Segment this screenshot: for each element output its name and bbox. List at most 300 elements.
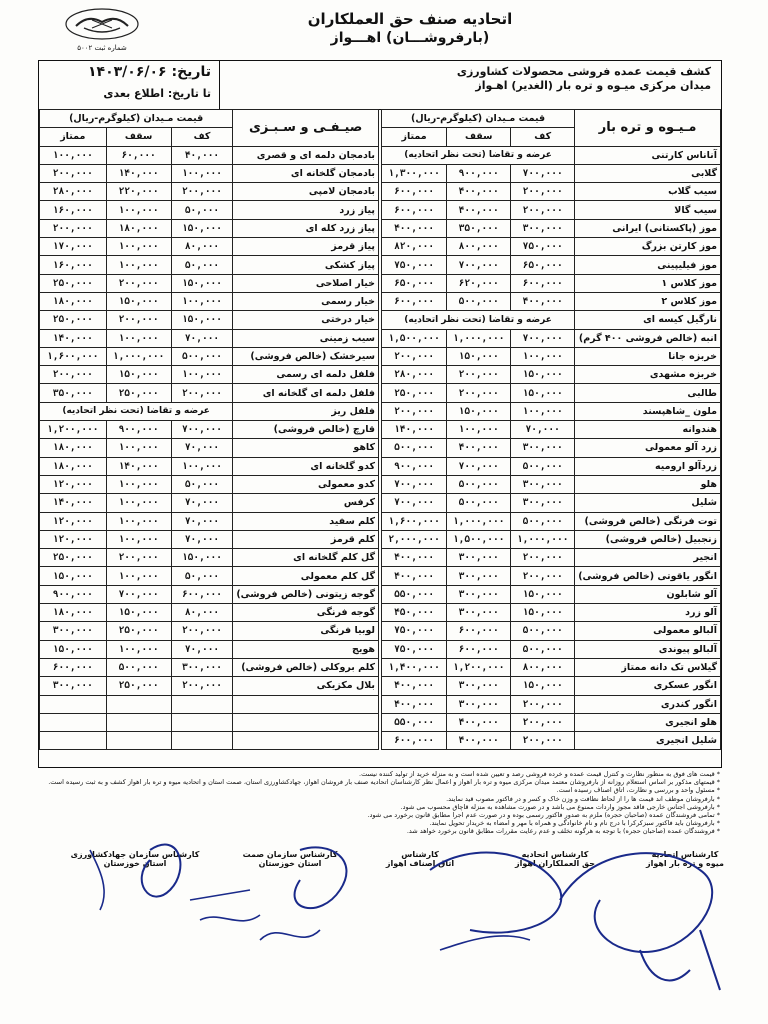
item-name (233, 732, 379, 750)
price-premium: ۷۵۰,۰۰۰ (382, 622, 447, 640)
item-name: قارچ (خالص فروشی) (233, 421, 379, 439)
item-name: بلال مکزیکی (233, 677, 379, 695)
price-floor: ۳۰۰,۰۰۰ (511, 439, 575, 457)
item-name: زرد آلو معمولی (575, 439, 721, 457)
price-premium: ۱۸۰,۰۰۰ (40, 439, 107, 457)
fruit-price-table (381, 109, 721, 750)
price-premium: ۷۰۰,۰۰۰ (382, 494, 447, 512)
price-premium: ۱۶۰,۰۰۰ (40, 201, 107, 219)
price-floor: ۷۵۰,۰۰۰ (511, 238, 575, 256)
price-premium: ۸۲۰,۰۰۰ (382, 238, 447, 256)
item-name: پیاز زرد کله ای (233, 219, 379, 237)
item-name: گل کلم معمولی (233, 567, 379, 585)
item-name: انبه (خالص فروشی ۴۰۰ گرم) (575, 329, 721, 347)
veg-row (40, 311, 379, 329)
item-name: آلبالو معمولی (575, 622, 721, 640)
price-floor: ۷۰۰,۰۰۰ (171, 421, 233, 439)
price-ceiling: ۱۰۰,۰۰۰ (106, 238, 171, 256)
date-box (39, 61, 220, 109)
price-premium: ۱۴۰,۰۰۰ (40, 494, 107, 512)
date-until: تا تاریخ: اطلاع بعدی (103, 87, 211, 100)
item-name: هویج (233, 640, 379, 658)
price-premium: ۵۵۰,۰۰۰ (382, 585, 447, 603)
price-premium: ۶۰۰,۰۰۰ (40, 658, 107, 676)
fruit-row (382, 183, 721, 201)
fruit-row (382, 219, 721, 237)
veg-row (40, 732, 379, 750)
price-floor: ۷۰,۰۰۰ (171, 512, 233, 530)
sheet-subheader (39, 61, 721, 110)
price-ceiling: ۱۰۰,۰۰۰ (106, 475, 171, 493)
price-premium: ۱۰۰,۰۰۰ (40, 146, 107, 164)
fruit-row (382, 512, 721, 530)
price-ceiling: ۱,۲۰۰,۰۰۰ (447, 658, 511, 676)
price-floor: ۵۰۰,۰۰۰ (511, 622, 575, 640)
fruit-row (382, 146, 721, 164)
signature-title: کارشناس (401, 850, 439, 859)
vegetable-price-table (39, 109, 379, 750)
item-name: لوبیا فرنگی (233, 622, 379, 640)
price-premium: ۷۰۰,۰۰۰ (382, 475, 447, 493)
veg-row (40, 384, 379, 402)
veg-row (40, 567, 379, 585)
price-ceiling: ۲۰۰,۰۰۰ (447, 384, 511, 402)
item-name: انگور عسکری (575, 677, 721, 695)
veg-row (40, 585, 379, 603)
veg-row (40, 146, 379, 164)
price-ceiling: ۷۰۰,۰۰۰ (447, 457, 511, 475)
fruit-row (382, 604, 721, 622)
price-premium: ۱,۵۰۰,۰۰۰ (382, 329, 447, 347)
price-premium: ۱,۲۰۰,۰۰۰ (40, 421, 107, 439)
price-floor: ۱۰۰,۰۰۰ (171, 366, 233, 384)
price-ceiling: ۳۵۰,۰۰۰ (447, 219, 511, 237)
price-ceiling: ۶۰,۰۰۰ (106, 146, 171, 164)
price-premium (40, 713, 107, 731)
item-name: ملون _شاهپسند (575, 402, 721, 420)
price-ceiling: ۲۵۰,۰۰۰ (106, 677, 171, 695)
price-floor: ۵۰,۰۰۰ (171, 201, 233, 219)
price-premium: ۲۵۰,۰۰۰ (40, 274, 107, 292)
item-name: کلم قرمز (233, 530, 379, 548)
veg-row (40, 183, 379, 201)
price-premium: ۵۵۰,۰۰۰ (382, 713, 447, 731)
item-name: زردآلو ارومیه (575, 457, 721, 475)
item-name: طالبی (575, 384, 721, 402)
price-ceiling: ۷۰۰,۰۰۰ (106, 585, 171, 603)
price-ceiling: ۷۰۰,۰۰۰ (447, 256, 511, 274)
price-premium: ۲۵۰,۰۰۰ (382, 384, 447, 402)
price-ceiling: ۳۰۰,۰۰۰ (447, 549, 511, 567)
fruit-row (382, 732, 721, 750)
veg-row (40, 329, 379, 347)
price-floor: ۵۰۰,۰۰۰ (511, 457, 575, 475)
price-ceiling: ۱۵۰,۰۰۰ (106, 366, 171, 384)
item-name (233, 713, 379, 731)
note-line: * قیمت های فوق به منظور نظارت و کنترل قیمت عمده و خرده فروشی رصد و تعیین شده است و به منزله خرید از تولید کننده نیست. (359, 770, 720, 778)
price-premium: ۴۰۰,۰۰۰ (382, 549, 447, 567)
note-line: * بارفروشان موظف اند قیمت ها را از لحاظ نظافت و وزن خاک و کسر و در فاکتور مصوب قید نمایند. (446, 794, 720, 803)
fruit-row (382, 640, 721, 658)
price-premium: ۴۰۰,۰۰۰ (382, 695, 447, 713)
item-name: موز فیلیپینی (575, 256, 721, 274)
note-line: * بارفروشی اجناس خارجی فاقد مجوز واردات ممنوع می باشد و در صورت مشاهده به منزله قاچاق محسوب می شود. (400, 802, 720, 811)
col-premium: ممتاز (40, 128, 107, 146)
note-line: * مسئول واحد و بررسی و نظارت، اتاق اصناف رسیده است. (556, 786, 720, 795)
price-ceiling: ۱۵۰,۰۰۰ (447, 347, 511, 365)
supply-demand-note: عرضه و تقاضا (تحت نظر اتحادیه) (40, 402, 233, 420)
price-floor: ۴۰۰,۰۰۰ (511, 292, 575, 310)
item-name: توت فرنگی (خالص فروشی) (575, 512, 721, 530)
price-floor: ۳۰۰,۰۰۰ (511, 475, 575, 493)
signature-subtitle: استان خوزستان (103, 859, 167, 868)
price-ceiling: ۱۰۰,۰۰۰ (106, 201, 171, 219)
price-ceiling: ۲۰۰,۰۰۰ (106, 274, 171, 292)
price-floor: ۷۰,۰۰۰ (171, 494, 233, 512)
price-premium: ۱۶۰,۰۰۰ (40, 256, 107, 274)
fruit-row (382, 164, 721, 182)
item-name: پیاز زرد (233, 201, 379, 219)
price-ceiling: ۴۰۰,۰۰۰ (447, 201, 511, 219)
price-ceiling: ۵۰۰,۰۰۰ (447, 292, 511, 310)
veg-row (40, 421, 379, 439)
price-floor: ۵۰,۰۰۰ (171, 567, 233, 585)
price-ceiling: ۱,۰۰۰,۰۰۰ (447, 329, 511, 347)
price-ceiling: ۲۰۰,۰۰۰ (106, 549, 171, 567)
price-ceiling: ۱۴۰,۰۰۰ (106, 457, 171, 475)
price-ceiling: ۱۰۰,۰۰۰ (106, 256, 171, 274)
price-premium: ۲۸۰,۰۰۰ (382, 366, 447, 384)
price-ceiling: ۶۰۰,۰۰۰ (447, 622, 511, 640)
price-ceiling: ۲۵۰,۰۰۰ (106, 384, 171, 402)
fruit-row (382, 567, 721, 585)
veg-row (40, 640, 379, 658)
price-table-frame (38, 60, 722, 768)
price-floor: ۲۰۰,۰۰۰ (171, 384, 233, 402)
price-floor (171, 713, 233, 731)
price-floor: ۳۰۰,۰۰۰ (171, 658, 233, 676)
fruit-row (382, 201, 721, 219)
veg-row (40, 347, 379, 365)
price-ceiling: ۳۰۰,۰۰۰ (447, 695, 511, 713)
fruit-row (382, 677, 721, 695)
price-floor: ۵۰۰,۰۰۰ (511, 512, 575, 530)
item-name: بادمجان دلمه ای و قصری (233, 146, 379, 164)
price-floor: ۵۰,۰۰۰ (171, 256, 233, 274)
veg-row (40, 622, 379, 640)
price-ceiling: ۹۰۰,۰۰۰ (447, 164, 511, 182)
col-premium: ممتاز (382, 128, 447, 146)
price-floor: ۱,۰۰۰,۰۰۰ (511, 530, 575, 548)
veg-row (40, 457, 379, 475)
note-line: * بارفروشان باید فاکتور سبزکرکرا با درج نام و نام خانوادگی و همراه با مهر و امضاء به خریدار تحویل نمایند. (429, 819, 720, 828)
price-ceiling: ۱۵۰,۰۰۰ (447, 402, 511, 420)
supply-demand-note: عرضه و تقاضا (تحت نظر اتحادیه) (382, 146, 575, 164)
signature-title: کارشناس سازمان صمت (242, 850, 338, 859)
price-ceiling: ۵۰۰,۰۰۰ (447, 475, 511, 493)
price-premium: ۱۸۰,۰۰۰ (40, 292, 107, 310)
price-floor: ۲۰۰,۰۰۰ (171, 622, 233, 640)
price-premium: ۱۷۰,۰۰۰ (40, 238, 107, 256)
veg-row (40, 530, 379, 548)
price-ceiling: ۲۰۰,۰۰۰ (106, 311, 171, 329)
item-name: هلو (575, 475, 721, 493)
col-ceiling: سقف (106, 128, 171, 146)
item-name: سیرخشک (خالص فروشی) (233, 347, 379, 365)
price-floor: ۲۰۰,۰۰۰ (171, 183, 233, 201)
col-floor: کف (171, 128, 233, 146)
item-name: شلیل انجیری (575, 732, 721, 750)
note-line: * فروشندگان عمده (صاحبان حجره) با توجه به هرگونه تخلف و عدم رعایت مقررات مطابق قانون برخورد خواهد شد. (406, 827, 720, 836)
veg-row (40, 512, 379, 530)
note-line: * قیمتهای مذکور بر اساس استعلام روزانه از بارفروشان معتمد میدان مرکزی میوه و تره بار اهواز و اعمال نظر کارشناسان اتحادیه صنف بار فروشان اهواز، جهادکشاورزی استان، صمت استان و اتحادیه میوه و تره بار اهواز کشف و به ثبت رسیده است. (48, 778, 720, 787)
item-name: شلیل (575, 494, 721, 512)
item-name: موز کارتن بزرگ (575, 238, 721, 256)
price-ceiling: ۱۰۰,۰۰۰ (106, 439, 171, 457)
item-name: پیاز کشکی (233, 256, 379, 274)
union-title: اتحادیه صنف حق العملکاران (307, 10, 513, 28)
fruit-row (382, 311, 721, 329)
veg-price-heading: قیمت مـیدان (کیلوگرم-ریال) (40, 110, 233, 128)
price-ceiling: ۵۰۰,۰۰۰ (447, 494, 511, 512)
price-ceiling (106, 732, 171, 750)
price-floor: ۵۰۰,۰۰۰ (511, 640, 575, 658)
item-name (233, 695, 379, 713)
item-name: بادمجان گلخانه ای (233, 164, 379, 182)
veg-row (40, 604, 379, 622)
item-name: کدو گلخانه ای (233, 457, 379, 475)
price-floor: ۱۵۰,۰۰۰ (511, 384, 575, 402)
price-ceiling: ۳۰۰,۰۰۰ (447, 604, 511, 622)
price-floor: ۷۰,۰۰۰ (171, 329, 233, 347)
price-premium: ۱۵۰,۰۰۰ (40, 640, 107, 658)
price-premium: ۱,۶۰۰,۰۰۰ (382, 512, 447, 530)
item-name: خربزه مشهدی (575, 366, 721, 384)
price-premium: ۶۰۰,۰۰۰ (382, 201, 447, 219)
item-name: گلابی (575, 164, 721, 182)
price-premium: ۱۲۰,۰۰۰ (40, 512, 107, 530)
fruit-row (382, 238, 721, 256)
price-ceiling: ۱۰۰,۰۰۰ (106, 530, 171, 548)
fruit-row (382, 530, 721, 548)
price-ceiling: ۳۰۰,۰۰۰ (447, 585, 511, 603)
logo-caption: شماره ثبت ۵۰۰۲ (77, 44, 127, 52)
fruit-row (382, 658, 721, 676)
price-ceiling: ۶۰۰,۰۰۰ (447, 640, 511, 658)
item-name: سیب گلاب (575, 183, 721, 201)
price-floor: ۱۵۰,۰۰۰ (511, 585, 575, 603)
fruit-row (382, 256, 721, 274)
price-premium: ۱۲۰,۰۰۰ (40, 530, 107, 548)
price-premium: ۱,۶۰۰,۰۰۰ (40, 347, 107, 365)
price-floor (171, 695, 233, 713)
price-floor: ۶۰۰,۰۰۰ (171, 585, 233, 603)
item-name: گوجه فرنگی (233, 604, 379, 622)
price-floor: ۲۰۰,۰۰۰ (511, 695, 575, 713)
fruit-row (382, 549, 721, 567)
price-premium: ۹۰۰,۰۰۰ (382, 457, 447, 475)
col-floor: کف (511, 128, 575, 146)
price-ceiling: ۲۲۰,۰۰۰ (106, 183, 171, 201)
price-floor: ۸۰,۰۰۰ (171, 238, 233, 256)
veg-row (40, 256, 379, 274)
price-premium: ۲۰۰,۰۰۰ (40, 366, 107, 384)
price-premium: ۶۵۰,۰۰۰ (382, 274, 447, 292)
veg-row (40, 366, 379, 384)
price-ceiling (106, 695, 171, 713)
price-premium: ۴۰۰,۰۰۰ (382, 219, 447, 237)
item-name: گیلاس تک دانه ممتاز (575, 658, 721, 676)
price-floor: ۱۵۰,۰۰۰ (511, 677, 575, 695)
price-floor: ۷۰,۰۰۰ (511, 421, 575, 439)
item-name: هندوانه (575, 421, 721, 439)
price-ceiling: ۸۰۰,۰۰۰ (447, 238, 511, 256)
price-premium: ۳۰۰,۰۰۰ (40, 677, 107, 695)
price-floor: ۲۰۰,۰۰۰ (511, 549, 575, 567)
price-ceiling: ۱۰۰,۰۰۰ (447, 421, 511, 439)
col-ceiling: سقف (447, 128, 511, 146)
document-header (40, 6, 740, 56)
item-name: موز کلاس ۱ (575, 274, 721, 292)
price-floor: ۱۰۰,۰۰۰ (171, 457, 233, 475)
item-name: سیب گالا (575, 201, 721, 219)
fruit-row (382, 457, 721, 475)
price-floor: ۱۵۰,۰۰۰ (171, 549, 233, 567)
item-name: پیاز قرمز (233, 238, 379, 256)
price-premium: ۱۵۰,۰۰۰ (40, 567, 107, 585)
fruit-row (382, 585, 721, 603)
price-ceiling: ۳۰۰,۰۰۰ (447, 567, 511, 585)
veg-row (40, 292, 379, 310)
price-premium: ۱۴۰,۰۰۰ (40, 329, 107, 347)
signature-subtitle: اتاق اصناف اهواز (385, 859, 455, 868)
sheet-title-line2: میدان مرکزی میـوه و تره بار (الغدیر) اهـواز (475, 79, 711, 92)
item-name: سیب زمینی (233, 329, 379, 347)
price-premium: ۶۰۰,۰۰۰ (382, 183, 447, 201)
veg-row (40, 219, 379, 237)
price-floor: ۲۰۰,۰۰۰ (171, 677, 233, 695)
item-name: فلفل ریز (233, 402, 379, 420)
price-floor: ۸۰۰,۰۰۰ (511, 658, 575, 676)
item-name: انگور کندری (575, 695, 721, 713)
item-name: خیار اصلاحی (233, 274, 379, 292)
fruit-row (382, 622, 721, 640)
price-ceiling: ۱۰۰,۰۰۰ (106, 640, 171, 658)
price-floor: ۱۵۰,۰۰۰ (171, 274, 233, 292)
price-floor: ۱۵۰,۰۰۰ (511, 604, 575, 622)
veg-row (40, 695, 379, 713)
price-ceiling: ۹۰۰,۰۰۰ (106, 421, 171, 439)
price-premium: ۴۵۰,۰۰۰ (382, 604, 447, 622)
veg-row (40, 274, 379, 292)
price-premium (40, 732, 107, 750)
price-floor: ۴۰,۰۰۰ (171, 146, 233, 164)
price-floor: ۵۰,۰۰۰ (171, 475, 233, 493)
signature-title: کارشناس اتحادیه (651, 850, 719, 859)
price-floor: ۷۰۰,۰۰۰ (511, 164, 575, 182)
signature-subtitle: حق العملکاران اهواز (515, 859, 595, 868)
price-premium: ۲۰۰,۰۰۰ (40, 164, 107, 182)
price-premium: ۱۴۰,۰۰۰ (382, 421, 447, 439)
item-name: کلم سفید (233, 512, 379, 530)
item-name: بادمجان لامپی (233, 183, 379, 201)
item-name: فلفل دلمه ای گلخانه ای (233, 384, 379, 402)
fruit-row (382, 329, 721, 347)
price-floor: ۷۰,۰۰۰ (171, 439, 233, 457)
price-premium: ۱,۴۰۰,۰۰۰ (382, 658, 447, 676)
price-ceiling: ۱۰۰,۰۰۰ (106, 329, 171, 347)
price-premium (40, 695, 107, 713)
item-name: کلم بروکلی (خالص فروشی) (233, 658, 379, 676)
price-ceiling: ۱۰۰,۰۰۰ (106, 512, 171, 530)
fruit-row (382, 475, 721, 493)
fruit-row (382, 366, 721, 384)
price-ceiling (106, 713, 171, 731)
price-floor: ۷۰,۰۰۰ (171, 640, 233, 658)
signature-title: کارشناس اتحادیه (521, 850, 589, 859)
price-premium: ۷۵۰,۰۰۰ (382, 640, 447, 658)
price-premium: ۲,۰۰۰,۰۰۰ (382, 530, 447, 548)
supply-demand-note: عرضه و تقاضا (تحت نظر اتحادیه) (382, 311, 575, 329)
veg-row (40, 402, 379, 420)
price-floor: ۱۰۰,۰۰۰ (511, 402, 575, 420)
price-premium: ۶۰۰,۰۰۰ (382, 732, 447, 750)
veg-row (40, 164, 379, 182)
price-premium: ۲۸۰,۰۰۰ (40, 183, 107, 201)
veg-row (40, 238, 379, 256)
price-premium: ۱۸۰,۰۰۰ (40, 457, 107, 475)
item-name: گوجه زیتونی (خالص فروشی) (233, 585, 379, 603)
price-ceiling: ۱۵۰,۰۰۰ (106, 604, 171, 622)
price-floor: ۲۰۰,۰۰۰ (511, 567, 575, 585)
price-ceiling: ۱۰۰,۰۰۰ (106, 494, 171, 512)
fruit-row (382, 439, 721, 457)
item-name: نارگیل کیسه ای (575, 311, 721, 329)
price-floor: ۵۰۰,۰۰۰ (171, 347, 233, 365)
price-floor: ۳۰۰,۰۰۰ (511, 494, 575, 512)
price-ceiling: ۲۵۰,۰۰۰ (106, 622, 171, 640)
price-ceiling: ۳۰۰,۰۰۰ (447, 677, 511, 695)
note-line: * تمامی فروشندگان عمده (صاحبان حجره) ملزم به صدور فاکتور رسمی بوده و در صورت عدم اجرا مطابق قانون برخورد می شود. (367, 811, 720, 820)
item-name: گل کلم گلخانه ای (233, 549, 379, 567)
price-floor: ۶۵۰,۰۰۰ (511, 256, 575, 274)
fruit-row (382, 421, 721, 439)
fruit-row (382, 402, 721, 420)
price-floor: ۲۰۰,۰۰۰ (511, 183, 575, 201)
price-floor: ۱۵۰,۰۰۰ (171, 219, 233, 237)
item-name: فلفل دلمه ای رسمی (233, 366, 379, 384)
price-floor: ۱۰۰,۰۰۰ (171, 164, 233, 182)
fruit-row (382, 292, 721, 310)
veg-row (40, 677, 379, 695)
price-premium: ۲۰۰,۰۰۰ (40, 219, 107, 237)
price-floor: ۶۰۰,۰۰۰ (511, 274, 575, 292)
veg-heading: صیـفـی و سـبـزی (233, 110, 379, 147)
price-ceiling: ۴۰۰,۰۰۰ (447, 439, 511, 457)
price-premium: ۲۰۰,۰۰۰ (382, 402, 447, 420)
price-ceiling: ۱,۵۰۰,۰۰۰ (447, 530, 511, 548)
price-ceiling: ۵۰۰,۰۰۰ (106, 658, 171, 676)
price-floor: ۲۰۰,۰۰۰ (511, 201, 575, 219)
price-premium: ۱,۳۰۰,۰۰۰ (382, 164, 447, 182)
price-ceiling: ۱۰۰,۰۰۰ (106, 567, 171, 585)
signature-subtitle: میوه و تره بار اهواز (645, 859, 725, 868)
union-logo (62, 6, 142, 54)
price-ceiling: ۶۲۰,۰۰۰ (447, 274, 511, 292)
item-name: آناناس کارتنی (575, 146, 721, 164)
item-name: موز (پاکستانی) ایرانی (575, 219, 721, 237)
price-ceiling: ۱۸۰,۰۰۰ (106, 219, 171, 237)
